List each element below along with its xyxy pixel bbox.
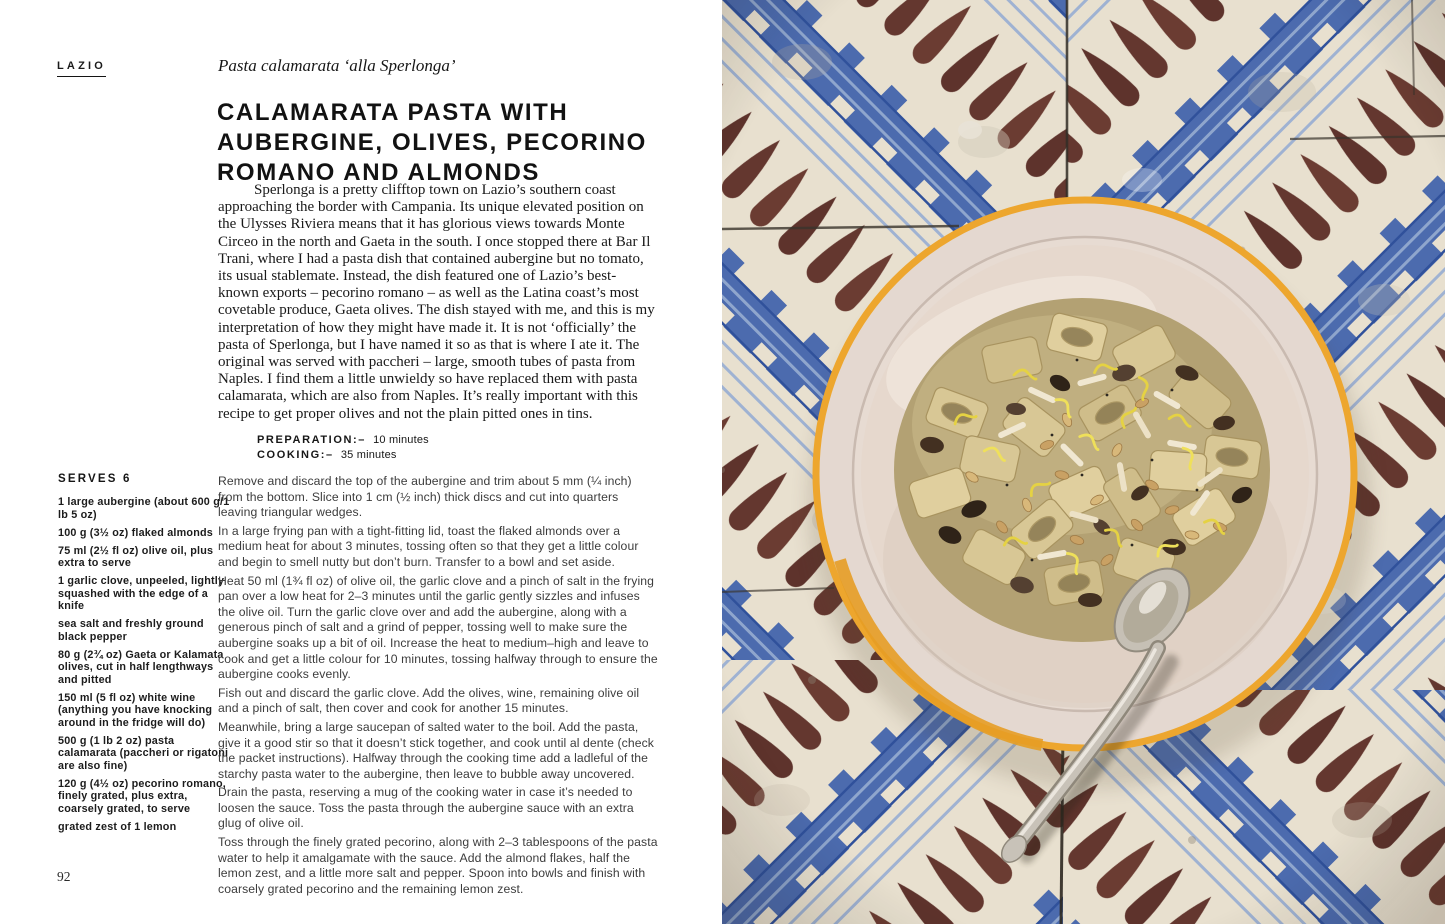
ingredient-item: 100 g (3½ oz) flaked almonds xyxy=(58,526,214,539)
method-step: Fish out and discard the garlic clove. Add the olives, wine, remaining olive oil and a pinch of salt, then cover and cook for another 15 minutes. xyxy=(218,685,640,716)
ingredient-item: sea salt and freshly ground black pepper xyxy=(58,618,204,643)
ingredient-item: 1 large aubergine (about 600 g/1 lb 5 oz) xyxy=(58,496,230,521)
photo-vignette xyxy=(722,0,1445,924)
ingredients-list xyxy=(58,496,230,839)
ingredient-item: 500 g (1 lb 2 oz) pasta calamarata (paccheri or rigatoni are also fine) xyxy=(58,734,229,772)
serves-label: SERVES 6 xyxy=(58,473,132,485)
italian-recipe-title: Pasta calamarata ‘alla Sperlonga’ xyxy=(218,56,456,75)
cook-label: COOKING:– xyxy=(257,449,334,461)
recipe-page xyxy=(0,0,722,924)
prep-value: 10 minutes xyxy=(373,434,429,446)
ingredient-item: 80 g (2¾ oz) Gaeta or Kalamata olives, cut in half lengthways and pitted xyxy=(58,648,224,686)
method-steps xyxy=(218,474,658,900)
ingredient-item: 75 ml (2½ fl oz) olive oil, plus extra to serve xyxy=(58,544,214,569)
intro-paragraph: Sperlonga is a pretty clifftop town on Lazio’s southern coast approaching the border with Campania. Its unique elevated position on the Ulysses Riviera means that it has glorious views towards Monte Circeo in the north and Gaeta in the south. I once stopped there at Bar Il Trani, where I had a pasta dish that contained aubergine but no tomato, its usual stablemate. Instead, the dish featured one of Lazio’s best-known exports – pecorino romano – as well as the Latina coast’s most covetable produce, Gaeta olives. The dish stayed with me, and this is my interpretation of how they might have made it. It is not ‘officially’ the pasta of Sperlonga, but I have named it so as that is where I ate it. The original was served with paccheri – large, smooth tubes of pasta from Naples. I find them a little unwieldy so have replaced them with pasta calamarata, which are also from Naples. It’s really important with this recipe to get proper olives and not the plain pitted ones in tins. xyxy=(218,182,655,422)
cook-value: 35 minutes xyxy=(340,449,397,461)
prep-label: PREPARATION:– xyxy=(257,434,367,446)
prep-cook-times xyxy=(257,433,429,463)
ingredient-item: 120 g (4½ oz) pecorino romano, finely grated, plus extra, coarsely grated, to serve xyxy=(58,777,226,815)
recipe-title-line: ROMANO AND ALMONDS xyxy=(217,159,540,186)
recipe-title-line: AUBERGINE, OLIVES, PECORINO xyxy=(217,129,647,156)
method-step: Drain the pasta, reserving a mug of the cooking water in case it’s needed to loosen the sauce. Toss the pasta through the aubergine sauce with an extra glug of olive oil. xyxy=(218,785,634,831)
region-label: LAZIO xyxy=(57,60,106,77)
recipe-title xyxy=(217,98,647,188)
method-step: Meanwhile, bring a large saucepan of salted water to the boil. Add the pasta, give it a good stir so that it doesn’t stick together, and cook until al dente (check the packet instructions). Halfway through the cooking time add a ladleful of the starchy pasta water to the aubergine, then leave to bubble away uncovered. xyxy=(218,719,654,781)
method-step: Remove and discard the top of the aubergine and trim about 5 mm (¼ inch) from the bottom. Slice into 1 cm (½ inch) thick discs and cut into quarters leaving triangular wedges. xyxy=(218,474,632,520)
cook-time-row xyxy=(257,448,429,463)
method-step: In a large frying pan with a tight-fitting lid, toast the flaked almonds over a medium heat for about 3 minutes, tossing often so that they get a little colour and begin to smell nutty but don’t burn. Transfer to a bowl and set aside. xyxy=(218,523,639,569)
dish-photo-art xyxy=(722,0,1445,924)
method-step: Heat 50 ml (1¾ fl oz) of olive oil, the garlic clove and a pinch of salt in the frying pan over a low heat for 2–3 minutes until the garlic gently sizzles and infuses the olive oil. Turn the garlic clove over and add the aubergine, along with a generous pinch of salt and a grind of pepper, tossing well to make sure the aubergine soaks up a bit of oil. Increase the heat to medium–high and leave to cook and get a little colour for 10 minutes, tossing halfway through to ensure the aubergine cooks evenly. xyxy=(218,573,658,682)
dish-photo xyxy=(722,0,1445,924)
ingredient-item: 150 ml (5 fl oz) white wine (anything you have knocking around in the fridge will do) xyxy=(58,691,213,729)
page-number: 92 xyxy=(57,869,71,884)
ingredient-item: grated zest of 1 lemon xyxy=(58,820,177,833)
method-step: Toss through the finely grated pecorino, along with 2–3 tablespoons of the pasta water to help it amalgamate with the sauce. Add the almond flakes, half the lemon zest, and a little more salt and pepper. Spoon into bowls and finish with coarsely grated pecorino and the remaining lemon zest. xyxy=(218,835,658,896)
prep-time-row xyxy=(257,433,429,448)
ingredient-item: 1 garlic clove, unpeeled, lightly squashed with the edge of a knife xyxy=(58,575,225,612)
recipe-title-line: CALAMARATA PASTA WITH xyxy=(217,99,569,126)
